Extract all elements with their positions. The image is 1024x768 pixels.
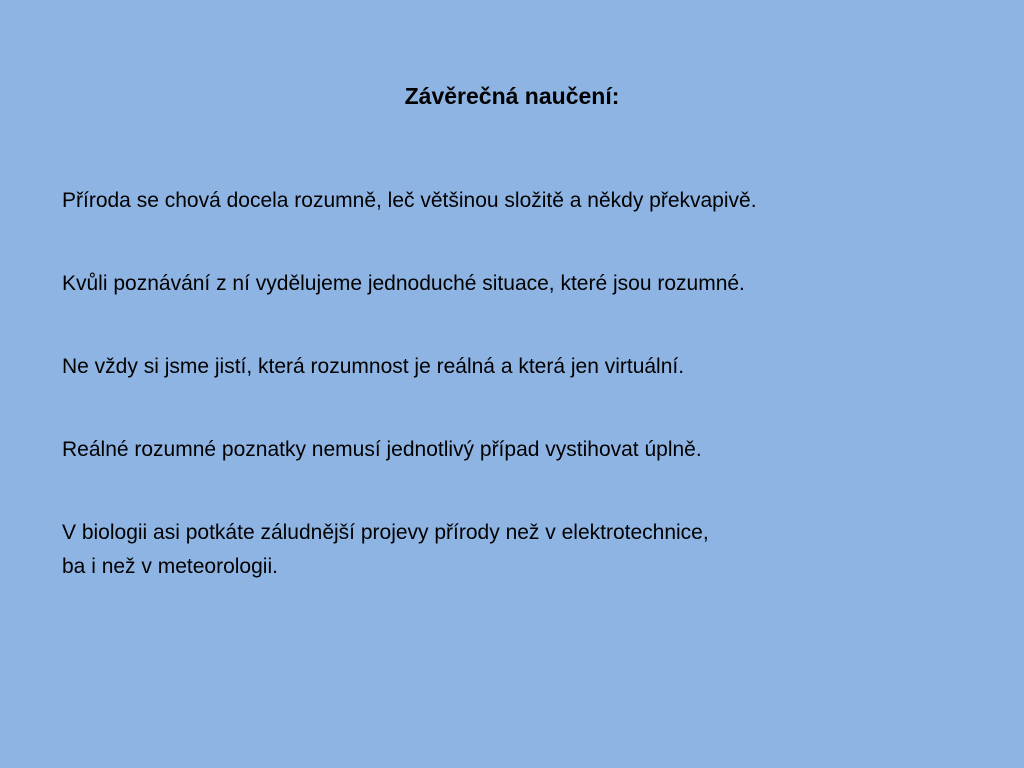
slide-title: Závěrečná naučení: <box>404 83 620 109</box>
paragraph-line: Ne vždy si jsme jistí, která rozumnost je reálná a která jen virtuální. <box>62 355 685 378</box>
paragraph-line: Kvůli poznávání z ní vydělujeme jednoduché situace, které jsou rozumné. <box>62 272 745 295</box>
paragraph-3 <box>62 350 982 384</box>
paragraph-line: Příroda se chová docela rozumně, leč většinou složitě a někdy překvapivě. <box>62 189 757 212</box>
slide-body <box>62 184 982 633</box>
paragraph-line: ba i než v meteorologii. <box>62 555 278 578</box>
paragraph-4 <box>62 433 982 467</box>
paragraph-line: V biologii asi potkáte záludnější projevy přírody než v elektrotechnice, <box>62 521 709 544</box>
paragraph-1 <box>62 184 982 218</box>
paragraph-line: Reálné rozumné poznatky nemusí jednotlivý případ vystihovat úplně. <box>62 438 702 461</box>
paragraph-2 <box>62 267 982 301</box>
paragraph-5 <box>62 516 982 584</box>
